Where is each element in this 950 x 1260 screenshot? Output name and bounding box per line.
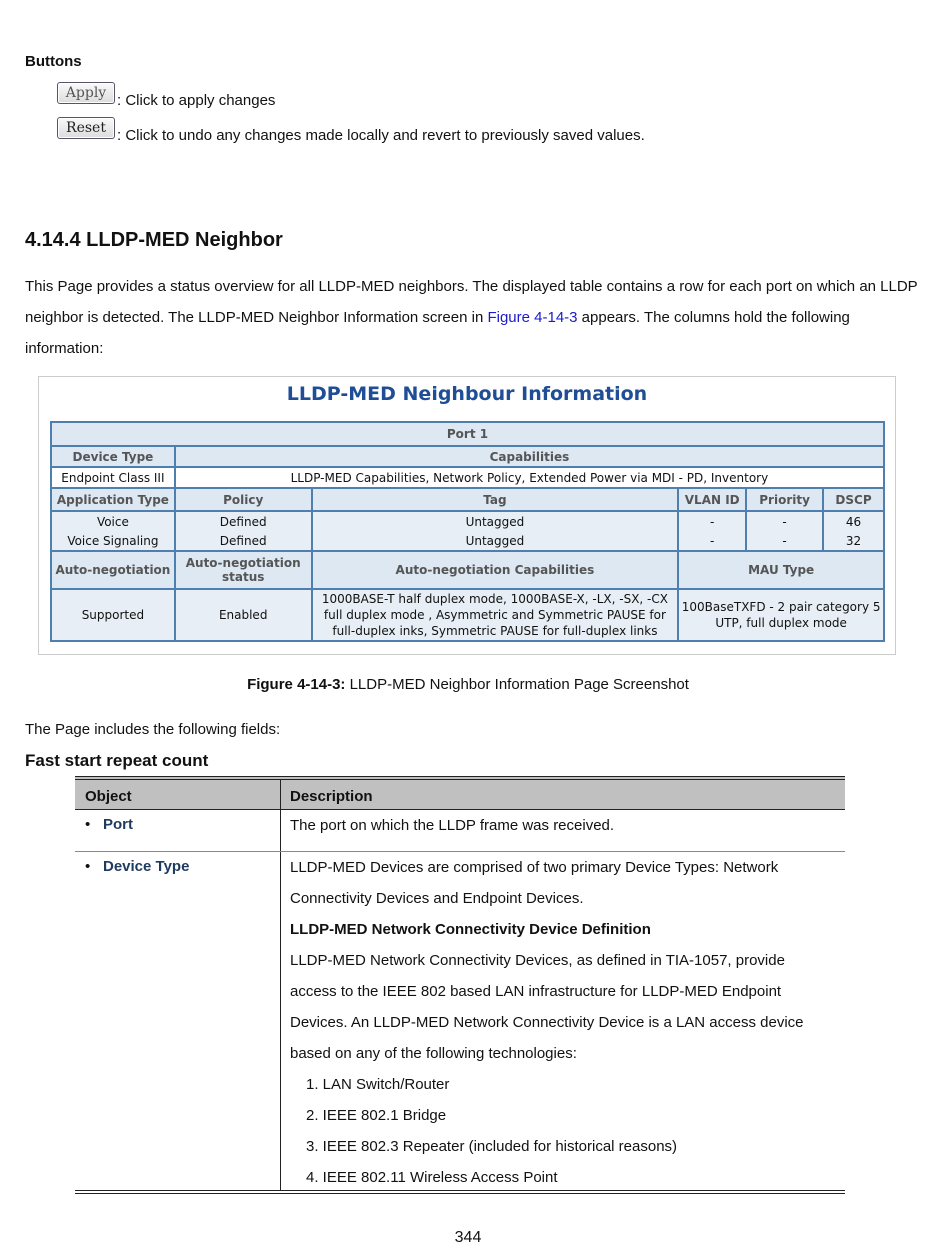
description-line: based on any of the following technologies: [290, 1045, 577, 1062]
policy-cell: - [746, 531, 823, 551]
list-item: 3. IEEE 802.3 Repeater (included for historical reasons) [306, 1138, 678, 1155]
intro-text-2: appears. The columns hold the following information: [25, 309, 850, 357]
apply-description: : Click to apply changes [117, 91, 276, 109]
neighbour-table [50, 421, 885, 642]
screenshot-figure [38, 376, 896, 655]
reset-button-row [57, 115, 645, 144]
policy-cell: - [678, 511, 746, 531]
capabilities-header: Capabilities [175, 446, 884, 467]
policy-cell: Defined [175, 511, 312, 531]
description-header: Description [280, 780, 845, 809]
policy-cell: Voice [51, 511, 175, 531]
caption-label: Figure 4-14-3: [247, 676, 346, 693]
policy-cell: Untagged [312, 511, 679, 531]
object-label: Device Type [103, 858, 190, 875]
bullet-icon: • [85, 858, 91, 875]
intro-text-1: This Page provides a status overview for all LLDP-MED neighbors. The displayed table contains a row for each port on which an LLDP neighbor is detected. The LLDP-MED Neighbor Information screen in [25, 278, 918, 326]
description-line: The port on which the LLDP frame was received. [290, 817, 615, 834]
policy-header: Policy [175, 488, 312, 511]
policy-cell: Voice Signaling [51, 531, 175, 551]
fast-start-heading: Fast start repeat count [25, 751, 209, 770]
list-item: 4. IEEE 802.11 Wireless Access Point [306, 1169, 558, 1186]
autoneg-header: Auto-negotiation [51, 551, 175, 589]
application-type-header: Application Type [51, 488, 175, 511]
reset-button[interactable]: Reset [57, 117, 115, 139]
description-line: access to the IEEE 802 based LAN infrastructure for LLDP-MED Endpoint [290, 983, 782, 1000]
description-cell [280, 810, 845, 851]
policy-cell: 46 [823, 511, 884, 531]
apply-button[interactable]: Apply [57, 82, 115, 104]
section-title: 4.14.4 LLDP-MED Neighbor [25, 229, 283, 251]
figure-link[interactable]: Figure 4-14-3 [487, 309, 578, 326]
list-item: 2. IEEE 802.1 Bridge [306, 1107, 447, 1124]
definition-heading: LLDP-MED Network Connectivity Device Definition [290, 921, 651, 938]
policy-cell: - [746, 511, 823, 531]
mau-type-value: 100BaseTXFD - 2 pair category 5 UTP, full duplex mode [678, 589, 884, 641]
autoneg-capabilities-value: 1000BASE-T half duplex mode, 1000BASE-X, -LX, -SX, -CX full duplex mode , Asymmetric and Symmetric PAUSE for full-duplex inks, Symmetric PAUSE for full-duplex links [312, 589, 679, 641]
dscp-header: DSCP [823, 488, 884, 511]
device-type-value: Endpoint Class III [51, 467, 175, 488]
policy-cell: - [678, 531, 746, 551]
page-includes-text: The Page includes the following fields: [25, 721, 281, 738]
apply-button-row [57, 80, 276, 109]
policy-cell: 32 [823, 531, 884, 551]
description-line: LLDP-MED Devices are comprised of two primary Device Types: Network [290, 859, 779, 876]
policy-cell: Untagged [312, 531, 679, 551]
bullet-icon: • [85, 816, 91, 833]
object-table-header [75, 776, 845, 810]
autoneg-status-value: Enabled [175, 589, 312, 641]
table-row [75, 852, 845, 1194]
figure-caption [0, 676, 936, 693]
capabilities-value: LLDP-MED Capabilities, Network Policy, Extended Power via MDI - PD, Inventory [175, 467, 884, 488]
object-table [75, 776, 845, 1194]
screenshot-title: LLDP-MED Neighbour Information [286, 383, 648, 405]
list-item: 1. LAN Switch/Router [306, 1076, 450, 1093]
autoneg-capabilities-header: Auto-negotiation Capabilities [312, 551, 679, 589]
policy-cell: Defined [175, 531, 312, 551]
autoneg-value: Supported [51, 589, 175, 641]
autoneg-status-header: Auto-negotiation status [175, 551, 312, 589]
tag-header: Tag [312, 488, 679, 511]
object-label: Port [103, 816, 133, 833]
device-type-header: Device Type [51, 446, 175, 467]
description-cell [280, 852, 845, 1190]
object-device-type [75, 852, 280, 1190]
page-number: 344 [454, 1229, 482, 1246]
object-header: Object [85, 788, 132, 805]
port-header: Port 1 [51, 422, 884, 446]
object-port [75, 810, 280, 851]
table-row [75, 810, 845, 852]
description-line: LLDP-MED Network Connectivity Devices, as defined in TIA-1057, provide [290, 952, 785, 969]
buttons-heading: Buttons [25, 53, 82, 70]
mau-type-header: MAU Type [678, 551, 884, 589]
description-line: Devices. An LLDP-MED Network Connectivity Device is a LAN access device [290, 1014, 804, 1031]
caption-text: LLDP-MED Neighbor Information Page Screenshot [345, 676, 689, 693]
description-line: Connectivity Devices and Endpoint Devices. [290, 890, 584, 907]
priority-header: Priority [746, 488, 823, 511]
intro-paragraph [25, 271, 925, 364]
reset-description: : Click to undo any changes made locally and revert to previously saved values. [117, 126, 645, 144]
vlan-id-header: VLAN ID [678, 488, 746, 511]
